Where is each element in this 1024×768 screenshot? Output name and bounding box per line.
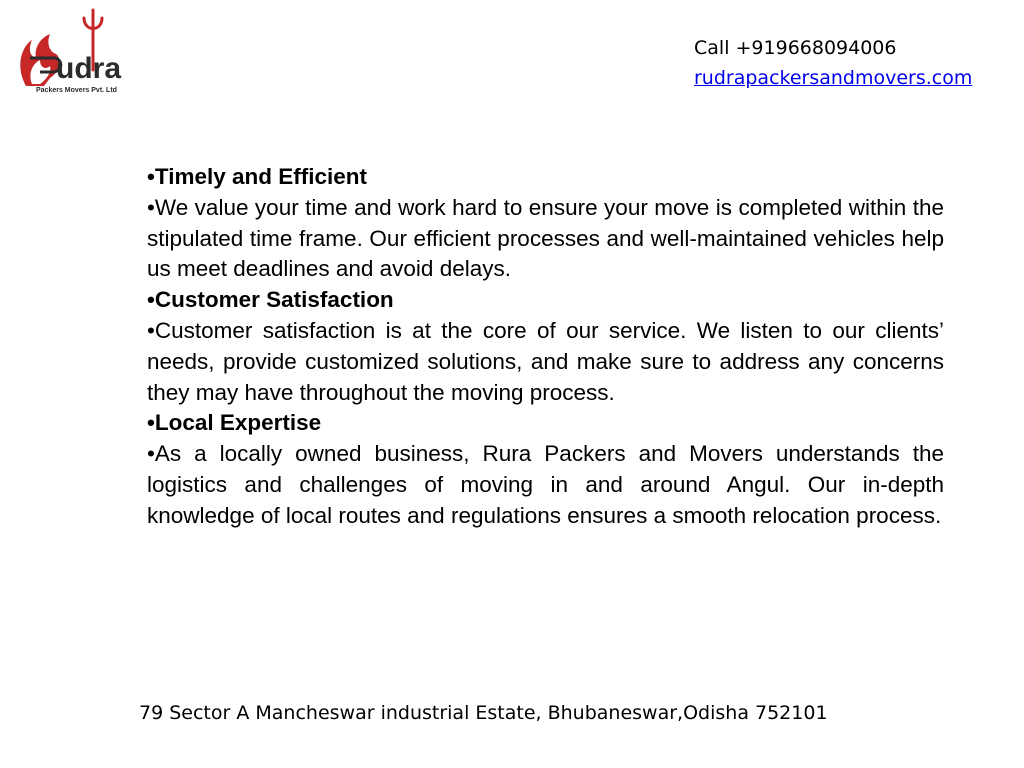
website-link[interactable]: rudrapackersandmovers.com	[694, 67, 973, 89]
section-heading-local: •Local Expertise	[147, 410, 322, 436]
logo-tagline: Packers Movers Pvt. Ltd	[36, 87, 117, 94]
main-content	[147, 162, 944, 532]
contact-block	[694, 33, 972, 93]
section-heading-timely: •Timely and Efficient	[147, 164, 368, 189]
section-body-satisfaction: •Customer satisfaction is at the core of our service. We listen to our clients’ needs, provide customized solutions, and make sure to address any concerns they may have throughout the moving process.	[147, 317, 944, 405]
footer-address: 79 Sector A Mancheswar industrial Estate, Bhubaneswar,Odisha 752101	[139, 702, 828, 724]
logo-graphic	[10, 8, 152, 98]
section-body-local: •As a locally owned business, Rura Packers and Movers understands the logistics and challenges of moving in and around Angul. Our in-depth knowledge of local routes and regulations ensures a smooth relocation process.	[147, 441, 944, 528]
section-heading-satisfaction: •Customer Satisfaction	[147, 287, 394, 313]
logo-wordmark: udra	[56, 52, 122, 85]
r-flame-icon	[20, 34, 60, 86]
company-logo	[10, 8, 152, 98]
section-body-timely: •We value your time and work hard to ensure your move is completed within the stipulated time frame. Our efficient processes and well-maintained vehicles help us meet deadlines and avoid delays.	[147, 194, 944, 282]
phone-number: Call +919668094006	[694, 37, 897, 59]
